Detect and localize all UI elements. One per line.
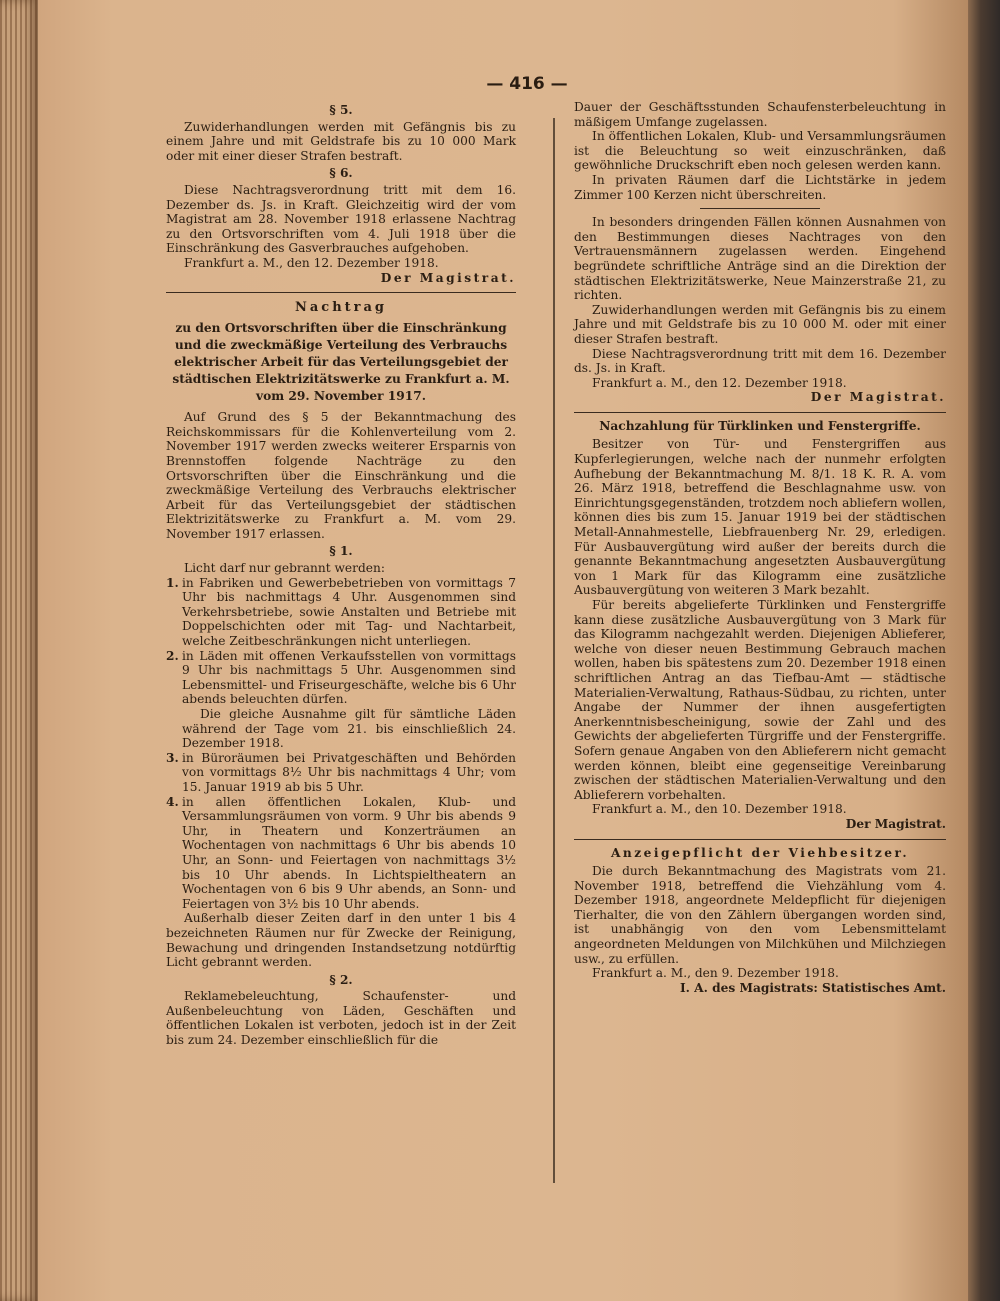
date-line: Frankfurt a. M., den 12. Dezember 1918. bbox=[592, 375, 847, 390]
nachtrag-title: Nachtrag bbox=[294, 300, 388, 316]
list-item bbox=[166, 576, 516, 649]
paragraph: In öffentlichen Lokalen, Klub- und Versammlungsräumen ist die Beleuchtung so weit einzuschränken, daß gewöhnliche Druckschrift eben noch gelesen werden kann. bbox=[574, 129, 946, 173]
paragraph: Diese Nachtragsverordnung tritt mit dem 16. Dezember ds. Js. in Kraft. bbox=[574, 346, 946, 376]
paragraph: Die durch Bekanntmachung des Magistrats vom 21. November 1918, betreffend die Viehzählung vom 4. Dezember 1918, angeordnete Meldepflicht für diejenigen Tierhalter, die von den Zählern übergangen worden sind, ist unabhängig von den vom Lebensmittelamt angeordneten Meldungen von Milchkühen und Milchziegen usw., zu erfüllen. bbox=[574, 864, 946, 966]
paragraph: Diese Nachtragsverordnung tritt mit dem 16. Dezember ds. Js. in Kraft. Gleichzeitig wird der vom Magistrat am 28. November 1918 erlassene Nachtrag zu den Ortsvorschriften vom 4. Juli 1918 über die Einschränkung des Gasverbrauches aufgehoben. bbox=[166, 182, 516, 256]
rules-list bbox=[166, 576, 516, 707]
paragraph: Auf Grund des § 5 der Bekanntmachung des Reichskommissars für die Kohlenverteilung vom 2. November 1917 werden zwecks weiterer Ersparnis von Brennstoffen folgende Nachträge zu den Ortsvorschriften über die Einschränkung und die zweckmäßige Verteilung des Verbrauchs elektrischer Arbeit für das Verteilungsgebiet der städtischen Elektrizitätswerke zu Frankfurt a. M. vom 29. November 1917 erlassen. bbox=[166, 410, 516, 541]
notice-title: Nachzahlung für Türklinken und Fenstergriffe. bbox=[599, 418, 921, 433]
date-line: Frankfurt a. M., den 10. Dezember 1918. bbox=[592, 802, 847, 817]
left-column bbox=[166, 100, 516, 1048]
list-item bbox=[166, 795, 516, 912]
paragraph: Für bereits abgelieferte Türklinken und Fenstergriffe kann diese zusätzliche Ausbauvergütung von 3 Mark für das Kilogramm nachgezahlt werden. Diejenigen Ablieferer, welche von dieser neuen Bestimmung Gebrauch machen wollen, haben bis spätestens zum 20. Dezember 1918 einen schriftlichen Antrag an das Tiefbau-Amt — städtische Materialien-Verwaltung, Rathaus-Südbau, zu richten, unter Angabe der Nummer der ihnen ausgefertigten Anerkenntnisbescheinigung, sowie der Zahl und des Gewichts der abgelieferten Türgriffe und der Fenstergriffe. Sofern genaue Angaben von den Ablieferern nicht gemacht werden können, bleibt eine gegenseitige Vereinbarung zwischen der städtischen Materialien-Verwaltung und den Ablieferern vorbehalten. bbox=[574, 598, 946, 802]
signature: Der Magistrat. bbox=[810, 390, 946, 405]
date-line: Frankfurt a. M., den 12. Dezember 1918. bbox=[184, 255, 439, 270]
rules-list bbox=[166, 751, 516, 912]
paragraph: Dauer der Geschäftsstunden Schaufensterbeleuchtung in mäßigem Umfange zugelassen. bbox=[574, 100, 946, 129]
divider bbox=[700, 208, 820, 209]
paragraph: In privaten Räumen darf die Lichtstärke in jedem Zimmer 100 Kerzen nicht überschreiten. bbox=[574, 172, 946, 202]
section-heading: § 5. bbox=[329, 103, 353, 117]
notice-title: Anzeigepflicht der Viehbesitzer. bbox=[610, 845, 910, 860]
signature: I. A. des Magistrats: Statistisches Amt. bbox=[679, 980, 946, 995]
column-divider bbox=[553, 118, 555, 1183]
divider bbox=[574, 412, 946, 413]
list-number: 1. bbox=[166, 575, 179, 590]
list-number: 4. bbox=[166, 794, 179, 809]
book-spine bbox=[968, 0, 1000, 1301]
right-column bbox=[574, 100, 946, 995]
nachtrag-heading bbox=[166, 299, 516, 405]
signature: Der Magistrat. bbox=[845, 816, 946, 831]
date-line: Frankfurt a. M., den 9. Dezember 1918. bbox=[592, 966, 839, 981]
page-stack-edge bbox=[0, 0, 38, 1301]
paragraph: Zuwiderhandlungen werden mit Gefängnis bis zu einem Jahre und mit Geldstrafe bis zu 10 000 Mark oder mit einer dieser Strafen bestraft. bbox=[166, 119, 516, 163]
list-item bbox=[166, 751, 516, 795]
paragraph: Zuwiderhandlungen werden mit Gefängnis bis zu einem Jahre und mit Geldstrafe bis zu 10 000 M. oder mit einer dieser Strafen bestraft. bbox=[574, 302, 946, 346]
paragraph: Reklamebeleuchtung, Schaufenster- und Außenbeleuchtung von Läden, Geschäften und öffentlichen Lokalen ist verboten, jedoch ist in der Zeit bis zum 24. Dezember einschließlich für die bbox=[166, 989, 516, 1048]
list-number: 3. bbox=[166, 750, 179, 765]
list-text: in allen öffentlichen Lokalen, Klub- und Versammlungsräumen von vorm. 9 Uhr bis abends 9 Uhr, in Theatern und Konzerträumen an Wochentagen von nachmittags 6 Uhr bis abends 10 Uhr, an Sonn- und Feiertagen von nachmittags 3½ bis 10 Uhr abends. In Lichtspieltheatern an Wochentagen von 6 bis 9 Uhr abends, an Sonn- und Feiertagen von 3½ bis 10 Uhr abends. bbox=[182, 794, 516, 911]
paragraph: In besonders dringenden Fällen können Ausnahmen von den Bestimmungen dieses Nachtrages von den Vertrauensmännern zugelassen werden. Eingehend begründete schriftliche Anträge sind an die Direktion der städtischen Elektrizitätswerke, Neue Mainzerstraße 21, zu richten. bbox=[574, 215, 946, 303]
paragraph: Außerhalb dieser Zeiten darf in den unter 1 bis 4 bezeichneten Räumen nur für Zwecke der Reinigung, Bewachung und dringenden Instandsetzung notdürftig Licht gebrannt werden. bbox=[166, 911, 516, 970]
section-heading: § 2. bbox=[329, 972, 353, 987]
paragraph: Besitzer von Tür- und Fenstergriffen aus Kupferlegierungen, welche nach der nunmehr erfolgten Aufhebung der Bekanntmachung M. 8/1. 18 K. R. A. vom 26. März 1918, betreffend die Beschlagnahme usw. von Einrichtungsgegenständen, trotzdem noch abliefern wollen, können dies bis zum 15. Januar 1919 bei der städtischen Metall-Annahmestelle, Liebfrauenberg Nr. 29, erledigen. Für Ausbauvergütung wird außer der bereits durch die genannte Bekanntmachung angesetzten Ausbauvergütung von 1 Mark für das Kilogramm eine zusätzliche Ausbauvergütung von weiteren 3 Mark bezahlt. bbox=[574, 437, 946, 598]
list-text: in Büroräumen bei Privatgeschäften und Behörden von vormittags 8½ Uhr bis nachmittags 4 Uhr; vom 15. Januar 1919 ab bis 5 Uhr. bbox=[182, 750, 516, 794]
paragraph: Licht darf nur gebrannt werden: bbox=[184, 561, 385, 576]
nachtrag-subtitle: zu den Ortsvorschriften über die Einschränkung und die zweckmäßige Verteilung des Verbrauchs elektrischer Arbeit für das Verteilungsgebiet der städtischen Elektrizitätswerke zu Frankfurt a. M. vom 29. November 1917. bbox=[172, 321, 510, 404]
list-number: 2. bbox=[166, 648, 179, 663]
list-text: in Fabriken und Gewerbebetrieben von vormittags 7 Uhr bis nachmittags 4 Uhr. Ausgenommen sind Verkehrsbetriebe, sowie Anstalten und Betriebe mit Doppelschichten oder mit Tag- und Nachtarbeit, welche Zeitbeschränkungen nicht unterliegen. bbox=[182, 575, 516, 649]
divider bbox=[574, 839, 946, 840]
page-number: — 416 — bbox=[486, 74, 568, 94]
section-heading: § 6. bbox=[329, 166, 353, 181]
list-text: in Läden mit offenen Verkaufsstellen von vormittags 9 Uhr bis nachmittags 5 Uhr. Ausgenommen sind Lebensmittel- und Friseurgeschäfte, welche bis 6 Uhr abends beleuchten dürfen. bbox=[182, 648, 516, 707]
divider bbox=[166, 292, 516, 293]
section-heading: § 1. bbox=[329, 544, 353, 559]
paragraph: Die gleiche Ausnahme gilt für sämtliche Läden während der Tage vom 21. bis einschließlich 24. Dezember 1918. bbox=[182, 707, 516, 751]
list-item bbox=[166, 649, 516, 707]
signature: Der Magistrat. bbox=[380, 270, 516, 285]
